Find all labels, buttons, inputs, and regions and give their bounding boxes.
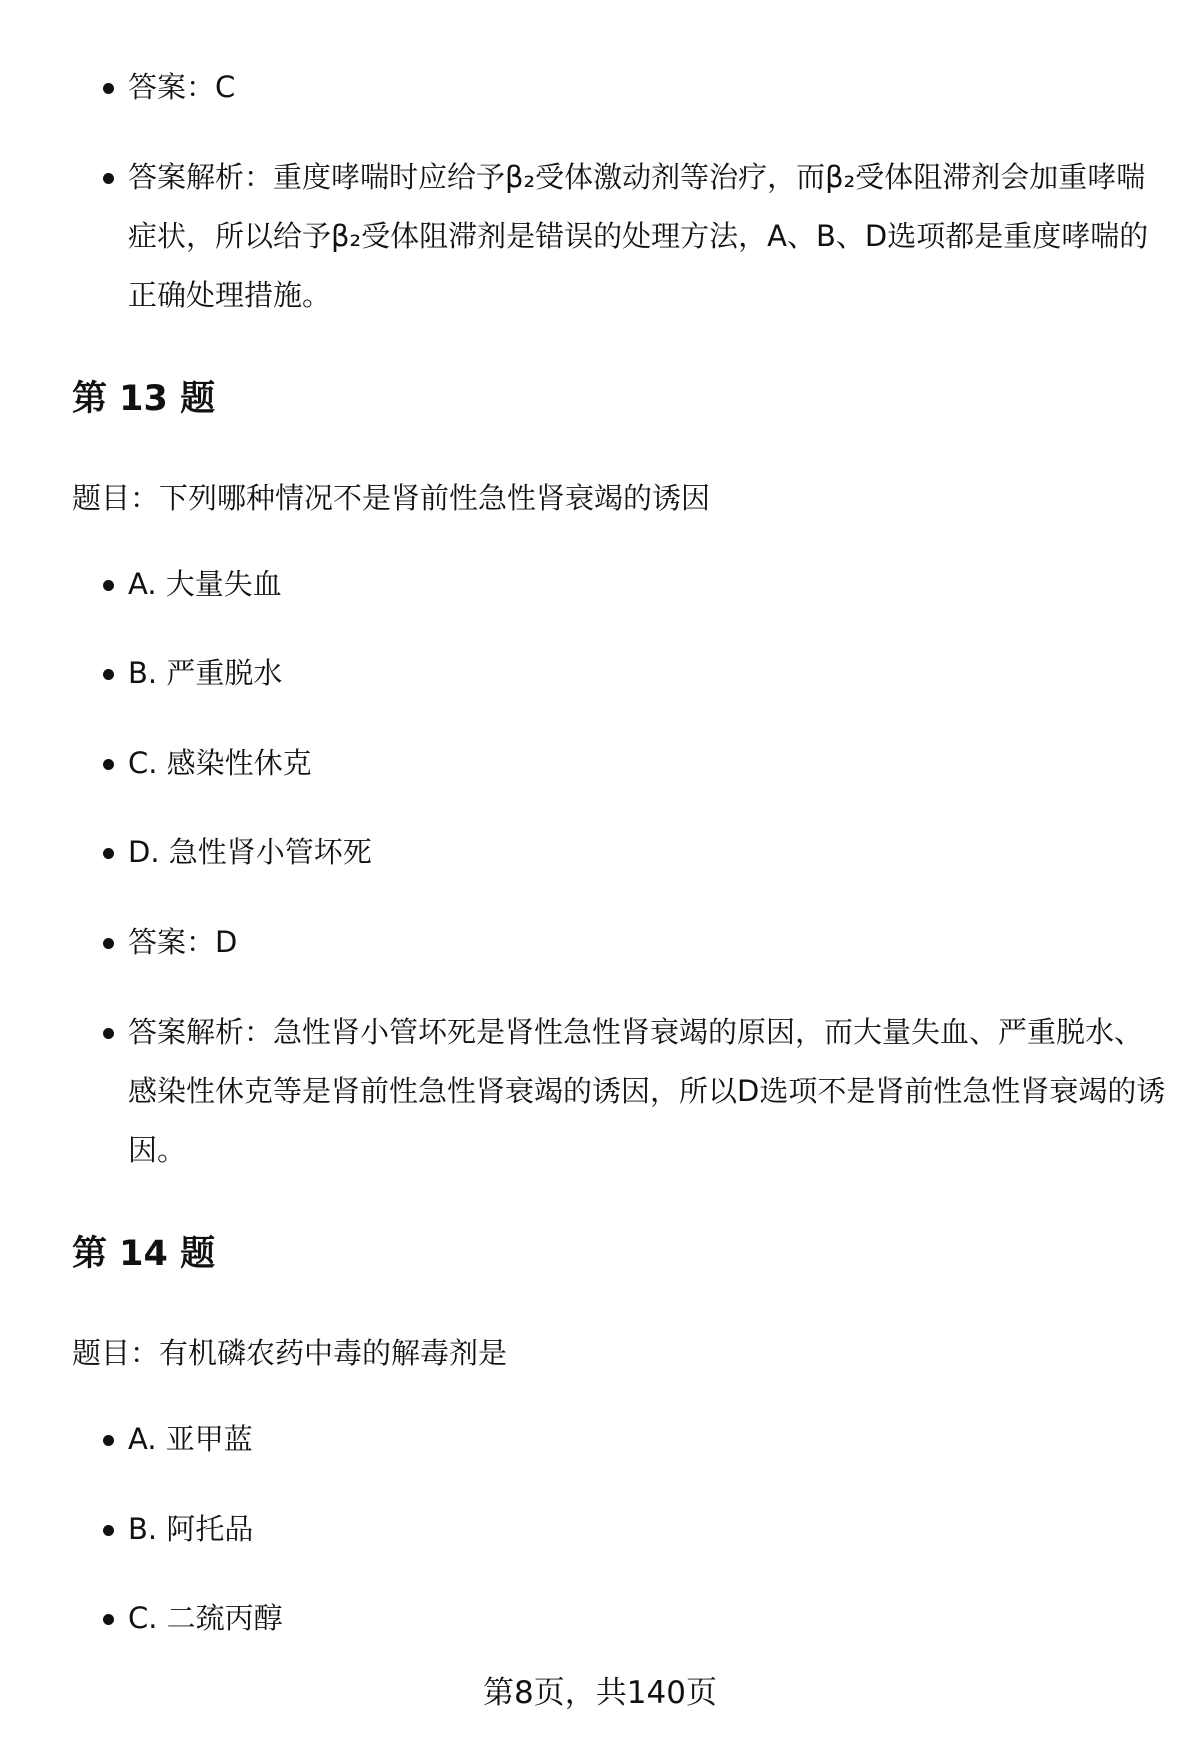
option-a: A. 亚甲蓝 (128, 1410, 1168, 1469)
option-d: D. 急性肾小管坏死 (128, 823, 1168, 882)
page-number: 第8页，共140页 (483, 1675, 717, 1711)
question-heading: 第 14 题 (72, 1234, 216, 1274)
question-heading: 第 13 题 (72, 379, 216, 419)
option-a: A. 大量失血 (128, 555, 1168, 614)
question-stem: 题目：下列哪种情况不是肾前性急性肾衰竭的诱因 (72, 481, 711, 515)
option-c: C. 感染性休克 (128, 734, 1168, 793)
option-b: B. 阿托品 (128, 1500, 1168, 1559)
answer-line: 答案：C (128, 58, 1168, 117)
question-stem: 题目：有机磷农药中毒的解毒剂是 (72, 1336, 508, 1370)
option-c: C. 二巯丙醇 (128, 1589, 1168, 1648)
answer-line: 答案：D (128, 913, 1168, 972)
answer-explanation: 答案解析：重度哮喘时应给予β₂受体激动剂等治疗，而β₂受体阻滞剂会加重哮喘症状，所以给予β₂受体阻滞剂是错误的处理方法，A、B、D选项都是重度哮喘的正确处理措施。 (128, 148, 1168, 325)
option-b: B. 严重脱水 (128, 644, 1168, 703)
answer-explanation: 答案解析：急性肾小管坏死是肾性急性肾衰竭的原因，而大量失血、严重脱水、感染性休克等是肾前性急性肾衰竭的诱因，所以D选项不是肾前性急性肾衰竭的诱因。 (128, 1003, 1168, 1180)
